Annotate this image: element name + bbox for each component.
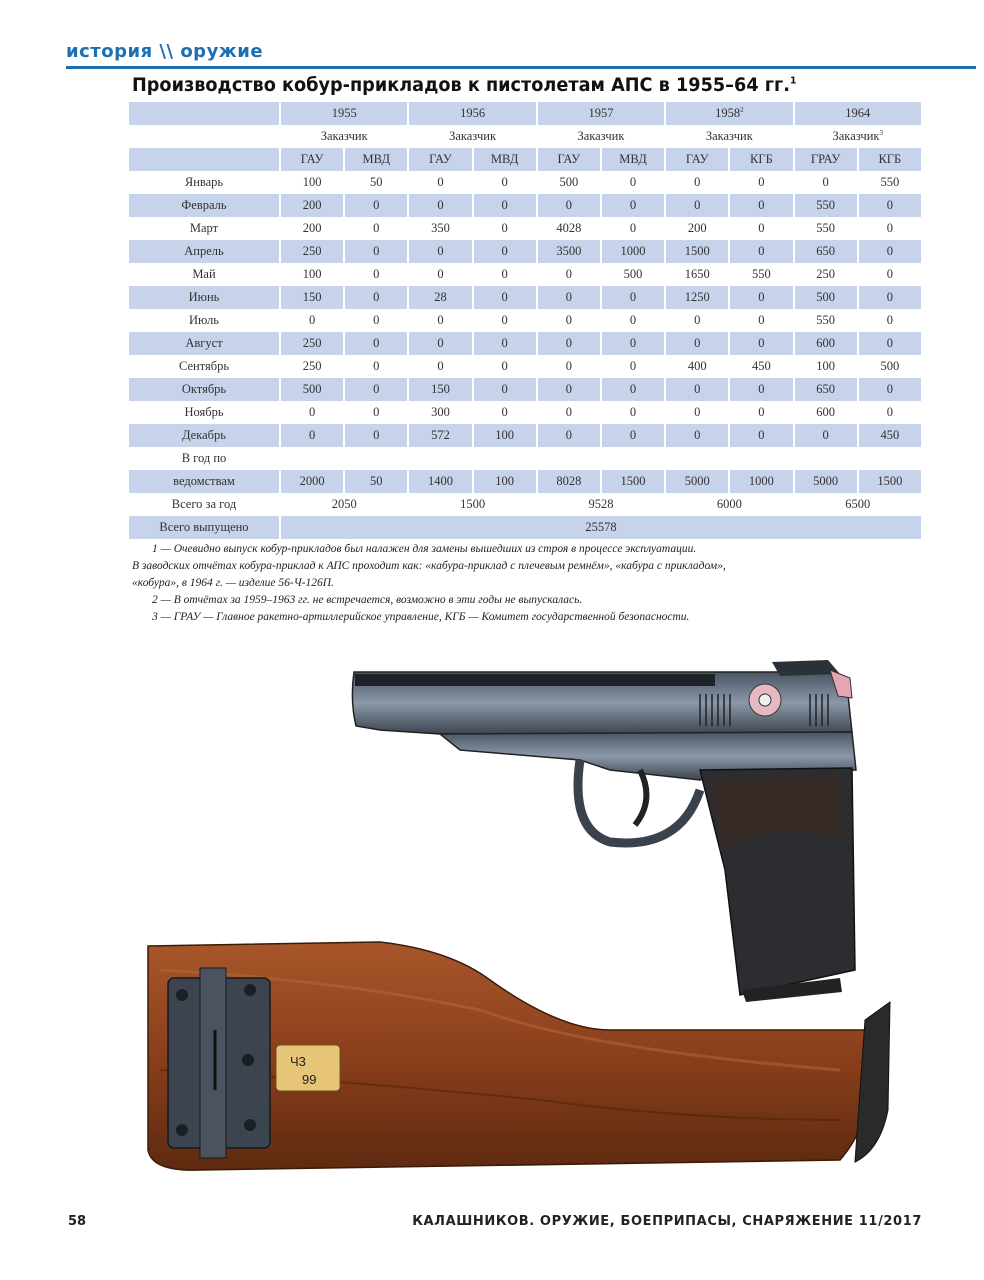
table-cell: 0	[795, 171, 857, 194]
footnote-3: 3 — ГРАУ — Главное ракетно-артиллерийское управление, КГБ — Комитет государственной безопасности.	[152, 611, 690, 623]
table-cell: 0	[859, 378, 921, 401]
table-cell: 0	[345, 332, 407, 355]
table-cell: 0	[730, 378, 792, 401]
footnote-2: 2 — В отчётах за 1959–1963 гг. не встречается, возможно в эти годы не выпускалась.	[152, 594, 583, 606]
stock-tag-text: 99	[302, 1072, 317, 1087]
table-cell: 150	[281, 286, 343, 309]
agency-cell: ГАУ	[538, 148, 600, 171]
table-cell: 500	[602, 263, 664, 286]
table-cell: 50	[345, 470, 407, 493]
section-label: история \\ оружие	[66, 41, 264, 62]
by-agency-label-row	[129, 447, 921, 470]
table-row	[129, 171, 921, 194]
table-row	[129, 194, 921, 217]
table-cell: 0	[409, 171, 471, 194]
table-cell: 0	[345, 424, 407, 447]
table-cell: 0	[538, 263, 600, 286]
table-title	[132, 74, 876, 96]
table-cell: 0	[730, 332, 792, 355]
table-cell: 0	[345, 217, 407, 240]
table-cell: 0	[281, 424, 343, 447]
row-label: Август	[129, 332, 279, 355]
table-cell: 0	[666, 171, 728, 194]
table-row	[129, 263, 921, 286]
table-cell: 1250	[666, 286, 728, 309]
customer-cell: Заказчик	[538, 125, 664, 148]
table-cell: 200	[666, 217, 728, 240]
table-cell: 0	[859, 217, 921, 240]
agency-cell: ГАУ	[281, 148, 343, 171]
table-cell: 400	[666, 355, 728, 378]
table-cell: 0	[602, 286, 664, 309]
footnotes	[132, 541, 922, 626]
row-label: Сентябрь	[129, 355, 279, 378]
table-cell: 0	[474, 263, 536, 286]
table-cell: 500	[281, 378, 343, 401]
table-cell: 0	[538, 194, 600, 217]
stock-tag-text: Ч3	[290, 1054, 306, 1069]
table-cell: 0	[602, 171, 664, 194]
table-cell: 350	[409, 217, 471, 240]
table-row	[129, 286, 921, 309]
customer-cell: Заказчик	[281, 125, 407, 148]
table-row	[129, 424, 921, 447]
row-label: Март	[129, 217, 279, 240]
table-cell: 1500	[666, 240, 728, 263]
year-header-row	[129, 102, 921, 125]
by-agency-row	[129, 470, 921, 493]
table-row	[129, 332, 921, 355]
table-cell: 1500	[602, 470, 664, 493]
customer-row	[129, 125, 921, 148]
agency-cell: МВД	[474, 148, 536, 171]
table-cell: 0	[474, 240, 536, 263]
table-cell: 100	[281, 171, 343, 194]
table-cell: 0	[474, 194, 536, 217]
table-cell: 0	[859, 194, 921, 217]
customer-cell: Заказчик	[666, 125, 792, 148]
table-cell: 0	[409, 263, 471, 286]
table-cell: 1500	[409, 493, 535, 516]
table-cell: 550	[795, 309, 857, 332]
production-table	[127, 102, 923, 539]
table-cell: 2000	[281, 470, 343, 493]
table-cell: 0	[345, 355, 407, 378]
table-cell: 1650	[666, 263, 728, 286]
table-cell: 0	[538, 401, 600, 424]
table-cell: 0	[730, 171, 792, 194]
table-cell: 0	[345, 194, 407, 217]
corner-cell	[129, 102, 279, 125]
magazine-title: КАЛАШНИКОВ. ОРУЖИЕ, БОЕПРИПАСЫ, СНАРЯЖЕНИЕ 11/2017	[412, 1214, 922, 1229]
table-cell: 0	[409, 194, 471, 217]
table-cell: 6500	[795, 493, 922, 516]
table-cell: 150	[409, 378, 471, 401]
table-cell: 0	[602, 332, 664, 355]
table-cell: 250	[281, 332, 343, 355]
table-row	[129, 240, 921, 263]
table-cell: 500	[859, 355, 921, 378]
table-cell: 0	[474, 332, 536, 355]
table-cell: 100	[474, 424, 536, 447]
customer-cell: Заказчик$^3$	[795, 125, 922, 148]
table-cell: 0	[666, 378, 728, 401]
table-row	[129, 355, 921, 378]
row-label: Февраль	[129, 194, 279, 217]
row-label: Ноябрь	[129, 401, 279, 424]
row-label: Апрель	[129, 240, 279, 263]
table-cell: 0	[859, 332, 921, 355]
table-cell: 0	[474, 286, 536, 309]
table-row	[129, 309, 921, 332]
table-cell: 3500	[538, 240, 600, 263]
table-cell: 0	[474, 355, 536, 378]
table-cell: 0	[666, 401, 728, 424]
table-cell: 0	[666, 194, 728, 217]
row-label: В год по	[129, 447, 279, 470]
table-cell: 0	[602, 378, 664, 401]
row-label: Всего выпущено	[129, 516, 279, 539]
table-cell: 0	[730, 309, 792, 332]
table-cell: 0	[666, 309, 728, 332]
table-cell: 5000	[666, 470, 728, 493]
page-number: 58	[68, 1214, 87, 1229]
table-cell: 0	[345, 401, 407, 424]
table-cell: 0	[538, 309, 600, 332]
agency-header-row	[129, 148, 921, 171]
pistol-and-stock-photo	[140, 650, 900, 1190]
table-title-text: Производство кобур-прикладов к пистолетам АПС в 1955–64 гг.	[132, 74, 790, 96]
row-label: Июнь	[129, 286, 279, 309]
table-cell: 650	[795, 240, 857, 263]
table-cell: 600	[795, 332, 857, 355]
table-cell: 0	[859, 240, 921, 263]
table-cell: 0	[345, 378, 407, 401]
table-cell: 450	[859, 424, 921, 447]
table-cell: 0	[345, 240, 407, 263]
footnote-1: 1 — Очевидно выпуск кобур-прикладов был налажен для замены вышедших из строя в процессе эксплуатации.	[152, 543, 697, 555]
table-cell: 0	[730, 286, 792, 309]
table-cell: 600	[795, 401, 857, 424]
table-cell: 100	[795, 355, 857, 378]
grand-total-row	[129, 516, 921, 539]
table-cell: 0	[602, 355, 664, 378]
table-cell: 0	[538, 332, 600, 355]
table-cell: 550	[730, 263, 792, 286]
agency-cell: ГАУ	[409, 148, 471, 171]
table-cell: 0	[345, 309, 407, 332]
table-cell: 450	[730, 355, 792, 378]
year-cell: 1964	[795, 102, 922, 125]
row-label: Май	[129, 263, 279, 286]
agency-cell: ГРАУ	[795, 148, 857, 171]
table-cell: 0	[538, 355, 600, 378]
table-cell: 500	[795, 286, 857, 309]
footnote-1-cont: «кобура», в 1964 г. — изделие 56-Ч-126П.	[132, 577, 334, 589]
table-cell: 0	[281, 401, 343, 424]
table-cell: 0	[474, 217, 536, 240]
table-cell: 0	[409, 332, 471, 355]
table-cell: 0	[730, 240, 792, 263]
table-cell: 650	[795, 378, 857, 401]
table-cell: 0	[538, 286, 600, 309]
table-cell: 0	[409, 240, 471, 263]
table-cell: 0	[602, 424, 664, 447]
table-cell: 0	[538, 378, 600, 401]
table-cell: 0	[409, 355, 471, 378]
table-cell: 9528	[538, 493, 664, 516]
year-cell: 1955	[281, 102, 407, 125]
table-cell: 0	[281, 309, 343, 332]
table-cell: 0	[730, 194, 792, 217]
table-cell: 1000	[730, 470, 792, 493]
table-cell: 2050	[281, 493, 407, 516]
year-cell: 1958$^2$	[666, 102, 792, 125]
row-label: Январь	[129, 171, 279, 194]
row-label: Июль	[129, 309, 279, 332]
table-cell: 250	[795, 263, 857, 286]
table-cell: 8028	[538, 470, 600, 493]
table-cell: 0	[859, 309, 921, 332]
table-cell: 500	[538, 171, 600, 194]
table-cell: 200	[281, 194, 343, 217]
table-cell: 0	[795, 424, 857, 447]
table-cell: 0	[666, 332, 728, 355]
table-cell: 0	[602, 309, 664, 332]
section-header	[66, 36, 976, 69]
table-cell: 28	[409, 286, 471, 309]
table-cell: 0	[730, 424, 792, 447]
table-cell: 0	[474, 378, 536, 401]
table-cell: 0	[602, 401, 664, 424]
table-cell: 25578	[281, 516, 921, 539]
customer-cell: Заказчик	[409, 125, 535, 148]
table-cell: 550	[795, 194, 857, 217]
agency-cell: КГБ	[730, 148, 792, 171]
footnote-1-cont: В заводских отчётах кобура-приклад к АПС проходит как: «кабура-приклад с плечевым ремнём», «кабура с прикладом»,	[132, 560, 726, 572]
table-row	[129, 217, 921, 240]
agency-cell: КГБ	[859, 148, 921, 171]
row-label: ведомствам	[129, 470, 279, 493]
month-rows	[129, 171, 921, 447]
row-label: Октябрь	[129, 378, 279, 401]
agency-cell: МВД	[345, 148, 407, 171]
table-cell: 1000	[602, 240, 664, 263]
table-cell: 0	[474, 171, 536, 194]
table-cell: 50	[345, 171, 407, 194]
table-cell: 0	[474, 309, 536, 332]
table-cell: 550	[859, 171, 921, 194]
table-cell: 572	[409, 424, 471, 447]
table-cell: 100	[474, 470, 536, 493]
year-total-row	[129, 493, 921, 516]
table-cell: 1400	[409, 470, 471, 493]
agency-cell: ГАУ	[666, 148, 728, 171]
table-cell: 0	[859, 401, 921, 424]
table-cell: 0	[666, 424, 728, 447]
table-cell: 0	[474, 401, 536, 424]
table-cell: 250	[281, 240, 343, 263]
table-cell: 550	[795, 217, 857, 240]
table-cell: 5000	[795, 470, 857, 493]
table-row	[129, 378, 921, 401]
table-cell: 4028	[538, 217, 600, 240]
table-cell: 0	[345, 286, 407, 309]
table-row	[129, 401, 921, 424]
table-cell: 0	[730, 401, 792, 424]
table-cell: 6000	[666, 493, 792, 516]
table-cell: 0	[859, 286, 921, 309]
table-title-footnote: 1	[789, 75, 797, 87]
table-cell: 0	[730, 217, 792, 240]
year-cell: 1956	[409, 102, 535, 125]
table-cell: 0	[409, 309, 471, 332]
row-label: Декабрь	[129, 424, 279, 447]
agency-cell: МВД	[602, 148, 664, 171]
table-cell: 250	[281, 355, 343, 378]
table-cell: 0	[602, 194, 664, 217]
table-cell: 0	[538, 424, 600, 447]
table-cell: 200	[281, 217, 343, 240]
table-cell: 0	[345, 263, 407, 286]
table-cell: 1500	[859, 470, 921, 493]
table-cell: 300	[409, 401, 471, 424]
table-cell: 0	[602, 217, 664, 240]
year-cell: 1957	[538, 102, 664, 125]
table-cell: 0	[859, 263, 921, 286]
table-cell: 100	[281, 263, 343, 286]
row-label: Всего за год	[129, 493, 279, 516]
